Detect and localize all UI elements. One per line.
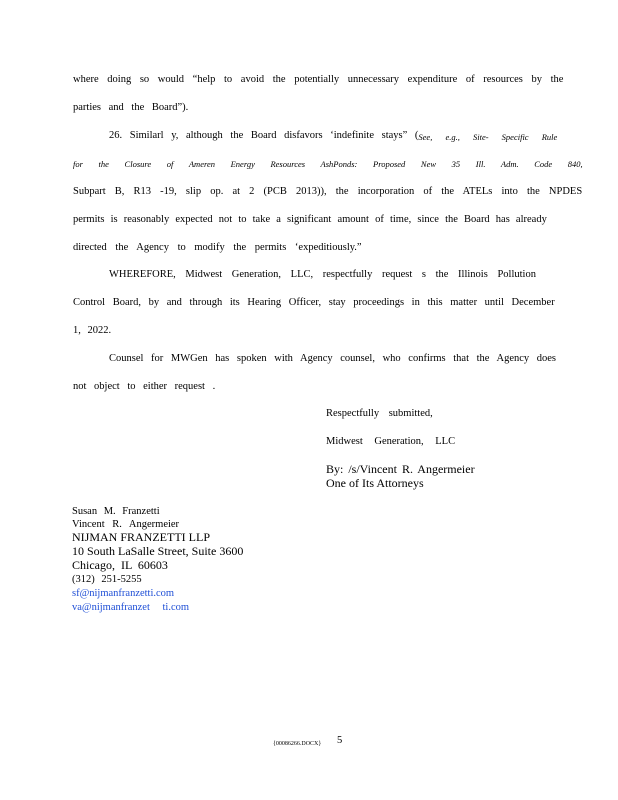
signature-by: By: /s/Vincent R. Angermeier [326,462,475,476]
address-name-1: Susan M. Franzetti [72,506,160,517]
body-line-9: Control Board, by and through its Hearing Officer, stay proceedings in this matter until December [73,297,555,308]
signature-role: One of Its Attorneys [326,476,424,490]
body-line-4: for the Closure of Ameren Energy Resources AshPonds: Proposed New 35 Ill. Adm. Code 840, [73,159,583,169]
email-link-1[interactable]: sf@nijmanfranzetti.com [72,588,175,599]
body-line-8: WHEREFORE, Midwest Generation, LLC, respectfully request s the Illinois Pollution [109,269,536,280]
document-id: {00086266.DOCX} [273,741,322,747]
body-line-11: Counsel for MWGen has spoken with Agency counsel, who confirms that the Agency does [109,353,557,364]
email-link-2[interactable]: va@nijmanfranzet ti.com [72,602,190,613]
page-number: 5 [337,735,343,746]
body-line-12: not object to either request . [73,381,216,392]
address-street: 10 South LaSalle Street, Suite 3600 [72,544,244,558]
body-line-1: where doing so would “help to avoid the potentially unnecessary expenditure of resources by the [73,74,564,85]
signature-closing: Respectfully submitted, [326,408,433,419]
signature-company: Midwest Generation, LLC [326,436,456,447]
body-line-5: Subpart B, R13 -19, slip op. at 2 (PCB 2013)), the incorporation of the ATELs into the NPDES [73,186,583,197]
address-firm: NIJMAN FRANZETTI LLP [72,530,210,544]
body-line-2: parties and the Board”). [73,102,189,113]
body-line-6: permits is reasonably expected not to take a significant amount of time, since the Board has already [73,214,547,225]
body-line-10: 1, 2022. [73,325,112,336]
address-phone: (312) 251-5255 [72,574,142,585]
address-name-2: Vincent R. Angermeier [72,519,180,530]
address-city: Chicago, IL 60603 [72,558,168,572]
body-line-3: 26. Similarl y, although the Board disfavors ‘indefinite stays” ( See, e.g., Site- Specific Rule [109,130,558,142]
body-line-7: directed the Agency to modify the permits ‘expeditiously.” [73,242,362,253]
